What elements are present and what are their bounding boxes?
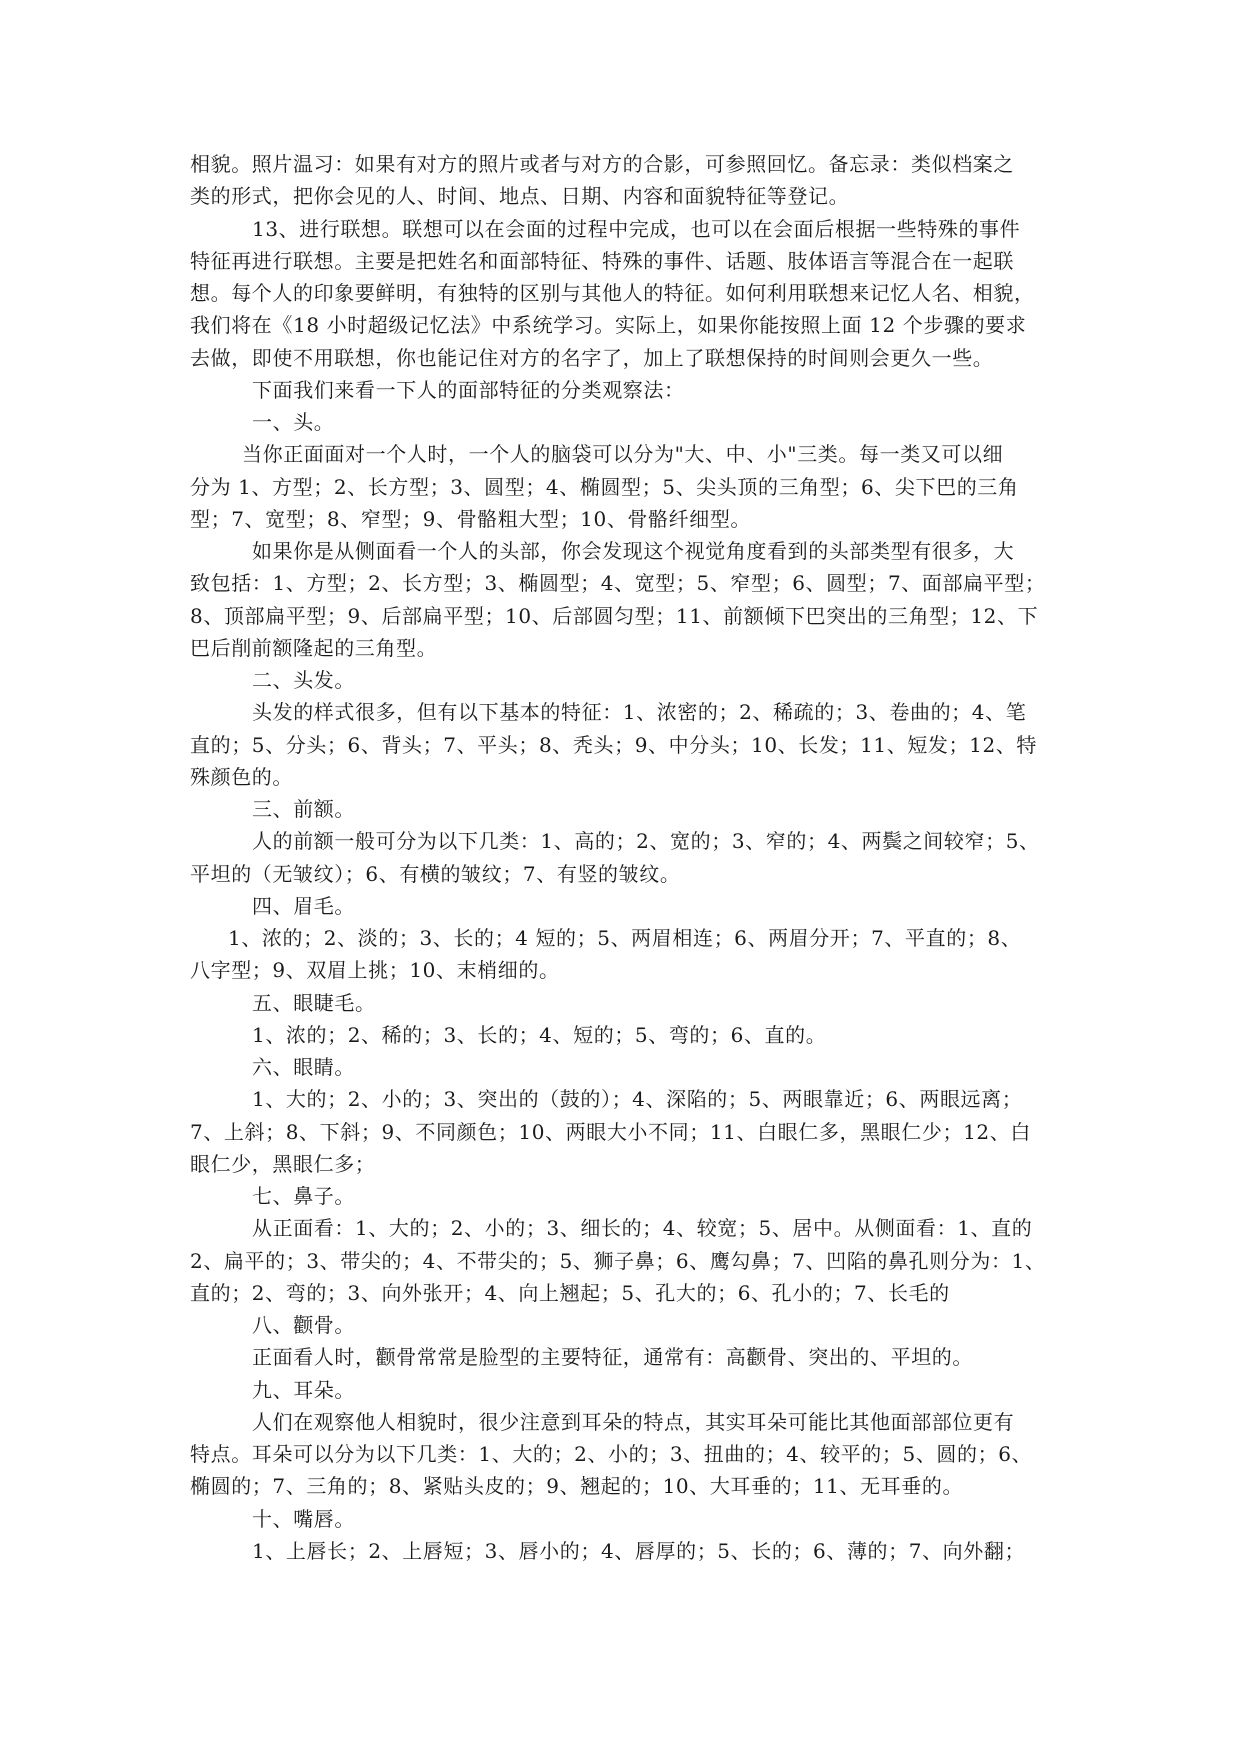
- text-line: 七、鼻子。: [252, 1184, 355, 1208]
- text-line: 如果你是从侧面看一个人的头部，你会发现这个视觉角度看到的头部类型有很多，大: [252, 539, 1015, 563]
- text-line: 7、上斜；8、下斜；9、不同颜色；10、两眼大小不同；11、白眼仁多，黑眼仁少；12、白: [190, 1119, 1031, 1144]
- text-line: 类的形式，把你会见的人、时间、地点、日期、内容和面貌特征等登记。: [190, 184, 850, 209]
- text-line: 2、扁平的；3、带尖的；4、不带尖的；5、狮子鼻；6、鹰勾鼻；7、凹陷的鼻孔则分为：1、: [190, 1248, 1046, 1273]
- text-line: 眼仁少，黑眼仁多；: [190, 1151, 376, 1176]
- text-line: 13、进行联想。联想可以在会面的过程中完成，也可以在会面后根据一些特殊的事件: [252, 216, 1021, 241]
- text-line: 八、颧骨。: [252, 1313, 355, 1337]
- text-line: 1、上唇长；2、上唇短；3、唇小的；4、唇厚的；5、长的；6、薄的；7、向外翻；: [252, 1538, 1026, 1563]
- text-line: 当你正面面对一个人时，一个人的脑袋可以分为"大、中、小"三类。每一类又可以细: [242, 442, 1004, 467]
- text-line: 椭圆的；7、三角的；8、紧贴头皮的；9、翘起的；10、大耳垂的；11、无耳垂的。: [190, 1474, 964, 1499]
- text-line: 五、眼睫毛。: [252, 990, 376, 1015]
- text-line: 我们将在《18 小时超级记忆法》中系统学习。实际上，如果你能按照上面 12 个步骤的要求: [190, 313, 1027, 338]
- text-line: 三、前额。: [252, 797, 355, 821]
- text-line: 型；7、宽型；8、窄型；9、骨骼粗大型；10、骨骼纤细型。: [190, 506, 752, 531]
- text-line: 1、浓的；2、淡的；3、长的；4 短的；5、两眉相连；6、两眉分开；7、平直的；8、: [228, 926, 1022, 950]
- text-line: 特征再进行联想。主要是把姓名和面部特征、特殊的事件、话题、肢体语言等混合在一起联: [190, 248, 1014, 273]
- text-line: 想。每个人的印象要鲜明，有独特的区别与其他人的特征。如何利用联想来记忆人名、相貌，: [190, 281, 1035, 305]
- text-line: 直的；2、弯的；3、向外张开；4、向上翘起；5、孔大的；6、孔小的；7、长毛的: [190, 1280, 950, 1305]
- text-line: 致包括：1、方型；2、长方型；3、椭圆型；4、宽型；5、窄型；6、圆型；7、面部扁平型；: [190, 571, 1046, 596]
- text-line: 巴后削前额隆起的三角型。: [190, 635, 438, 660]
- text-line: 六、眼睛。: [252, 1055, 355, 1079]
- text-line: 去做，即使不用联想，你也能记住对方的名字了，加上了联想保持的时间则会更久一些。: [190, 345, 994, 370]
- text-line: 1、大的；2、小的；3、突出的（鼓的）；4、深陷的；5、两眼靠近；6、两眼远离；: [252, 1087, 1023, 1112]
- text-line: 相貌。照片温习：如果有对方的照片或者与对方的合影，可参照回忆。备忘录：类似档案之: [190, 152, 1014, 176]
- text-line: 1、浓的；2、稀的；3、长的；4、短的；5、弯的；6、直的。: [252, 1022, 827, 1047]
- text-line: 头发的样式很多，但有以下基本的特征：1、浓密的；2、稀疏的；3、卷曲的；4、笔: [252, 700, 1027, 725]
- text-line: 殊颜色的。: [190, 764, 293, 789]
- text-line: 人的前额一般可分为以下几类：1、高的；2、宽的；3、窄的；4、两鬓之间较窄；5、: [252, 829, 1040, 854]
- text-line: 九、耳朵。: [252, 1377, 355, 1402]
- document-page: [190, 148, 1062, 1608]
- text-line: 直的；5、分头；6、背头；7、平头；8、秃头；9、中分头；10、长发；11、短发；12、特: [190, 732, 1037, 757]
- text-line: 八字型；9、双眉上挑；10、末梢细的。: [190, 958, 560, 983]
- text-line: 二、头发。: [252, 668, 355, 692]
- text-line: 平坦的（无皱纹）；6、有横的皱纹；7、有竖的皱纹。: [190, 861, 681, 886]
- text-line: 特点。耳朵可以分为以下几类：1、大的；2、小的；3、扭曲的；4、较平的；5、圆的；6、: [190, 1442, 1033, 1466]
- text-line: 下面我们来看一下人的面部特征的分类观察法：: [252, 377, 685, 402]
- text-line: 十、嘴唇。: [252, 1506, 355, 1531]
- text-line: 人们在观察他人相貌时，很少注意到耳朵的特点，其实耳朵可能比其他面部部位更有: [252, 1409, 1015, 1434]
- text-line: 四、眉毛。: [252, 893, 355, 918]
- text-line: 分为 1、方型；2、长方型；3、圆型；4、椭圆型；5、尖头顶的三角型；6、尖下巴的三角: [190, 474, 1019, 499]
- text-line: 一、头。: [252, 410, 335, 434]
- text-line: 正面看人时，颧骨常常是脸型的主要特征，通常有：高颧骨、突出的、平坦的。: [252, 1345, 973, 1370]
- text-line: 8、顶部扁平型；9、后部扁平型；10、后部圆匀型；11、前额倾下巴突出的三角型；12、下: [190, 603, 1039, 628]
- text-line: 从正面看：1、大的；2、小的；3、细长的；4、较宽；5、居中。从侧面看：1、直的: [252, 1216, 1033, 1241]
